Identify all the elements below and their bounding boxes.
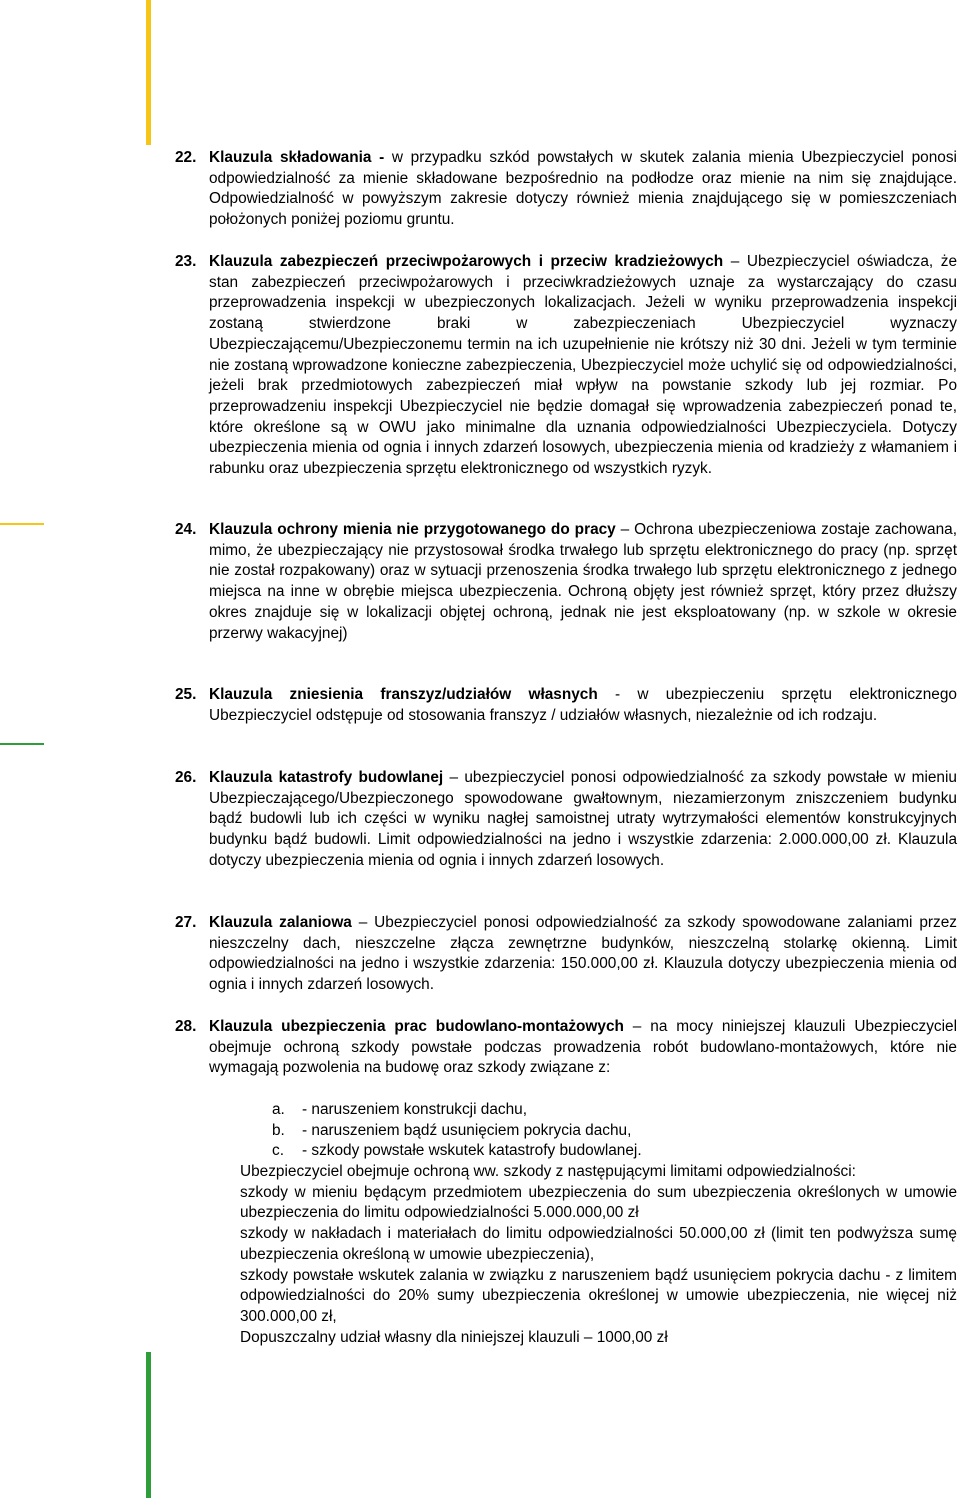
clause-text: – na mocy niniejszej klauzuli Ubezpieczyciel obejmuje ochroną szkody powstałe podczas prowadzenia robót budowlano-montażowych, które nie wymagają pozwolenia na budowę oraz szkody związane z: xyxy=(209,1018,957,1077)
limit-line: szkody powstałe wskutek zalania w związku z naruszeniem bądź usunięciem pokrycia dachu - z limitem odpowiedzialności do 20% sumy ubezpieczenia określonej w umowie ubezpieczenia, nie więcej niż 300.000,00 zł, xyxy=(240,1266,957,1325)
clause-25 xyxy=(175,685,957,726)
yellow-margin-line xyxy=(0,523,44,525)
clause-title: Klauzula składowania - xyxy=(209,149,385,166)
list-item xyxy=(272,1141,952,1162)
clause-text: – ubezpieczyciel ponosi odpowiedzialność za szkody powstałe w mieniu Ubezpieczającego/Ubezpieczonego spowodowane gwałtownym, niezamierzonym zniszczeniem budynku bądź budowli lub ich części w wyniku nagłej samoistnej utraty wytrzymałości elementów konstrukcyjnych budynku bądź budowli. Limit odpowiedzialności na jedno i wszystkie zdarzenia: 2.000.000,00 zł. Klauzula dotyczy ubezpieczenia mienia od ognia i innych zdarzeń losowych. xyxy=(209,769,957,869)
green-margin-line xyxy=(0,743,44,745)
clause-text: w przypadku szkód powstałych w skutek zalania mienia Ubezpieczyciel ponosi odpowiedzialność za mienie składowane bezpośrednio na podłodze oraz mienie na nim się znajdujące. Odpowiedzialność w powyższym zakresie dotyczy również mienia znajdującego się w pomieszczeniach położonych poniżej poziomu gruntu. xyxy=(209,149,957,229)
clause-title: Klauzula katastrofy budowlanej xyxy=(209,769,444,786)
clause-text: – Ubezpieczyciel oświadcza, że stan zabezpieczeń przeciwpożarowych i przeciwkradzieżowych uznaje za wystarczający do czasu przeprowadzenia inspekcji w ubezpieczonych lokalizacjach. Jeżeli w wyniku przeprowadzenia inspekcji zostaną stwierdzone braki w zabezpieczeniach Ubezpieczyciel wyznaczy Ubezpieczającemu/Ubezpieczonemu termin na ich uzupełnienie nie krótszy niż 30 dni. Jeżeli w tym terminie nie zostaną wprowadzone konieczne zabezpieczenia, Ubezpieczyciel może uchylić się od odpowiedzialności, jeżeli brak przedmiotowych zabezpieczeń miał wpływ na powstanie szkody lub jej rozmiar. Po przeprowadzeniu inspekcji Ubezpieczyciel nie będzie domagał się wprowadzenia zabezpieczeń ponad te, które określone są w OWU jako minimalne dla uznania odpowiedzialności Ubezpieczyciela. Dotyczy ubezpieczenia mienia od ognia i innych zdarzeń losowych, ubezpieczenia mienia od kradzieży z włamaniem i rabunku oraz ubezpieczenia sprzętu elektronicznego od wszystkich ryzyk. xyxy=(209,253,958,478)
list-text: - naruszeniem konstrukcji dachu, xyxy=(302,1101,527,1118)
limits-intro: Ubezpieczyciel obejmuje ochroną ww. szkody z następującymi limitami odpowiedzialności: xyxy=(240,1163,856,1180)
list-text: - naruszeniem bądź usunięciem pokrycia dachu, xyxy=(302,1121,632,1139)
clause-number: 28. xyxy=(175,1018,197,1035)
limits-section xyxy=(240,1162,957,1348)
list-item xyxy=(272,1121,952,1142)
clause-28 xyxy=(175,1017,957,1079)
clause-number: 24. xyxy=(175,521,197,538)
clause-24 xyxy=(175,520,957,644)
clause-title: Klauzula zalaniowa xyxy=(209,914,352,931)
clause-23 xyxy=(175,252,957,480)
list-marker: c. xyxy=(272,1142,284,1160)
list-marker: a. xyxy=(272,1101,285,1118)
yellow-accent-bar xyxy=(146,0,151,145)
list-marker: b. xyxy=(272,1121,285,1139)
clause-text: – Ochrona ubezpieczeniowa zostaje zachowana, mimo, że ubezpieczający nie przystosował środka trwałego lub sprzętu elektronicznego do pracy (np. sprzęt nie został rozpakowany) oraz w sytuacji przenoszenia środka trwałego lub sprzętu elektronicznego z jednego miejsca na inne w obrębie miejsca ubezpieczenia. Ochroną objęty jest również sprzęt, który przez dłuższy okres znajduje się w lokalizacji objętej ochroną, jednak nie jest eksploatowany (np. w szkole w okresie przerwy wakacyjnej) xyxy=(209,521,957,642)
clause-number: 25. xyxy=(175,686,197,703)
limit-line: szkody w mieniu będącym przedmiotem ubezpieczenia do sum ubezpieczenia określonych w umowie ubezpieczenia do limitu odpowiedzialności 5.000.000,00 zł xyxy=(240,1183,957,1222)
clause-number: 27. xyxy=(175,914,197,931)
clause-title: Klauzula zniesienia franszyz/udziałów własnych xyxy=(209,686,598,703)
clause-title: Klauzula ubezpieczenia prac budowlano-montażowych xyxy=(209,1018,624,1035)
scope-list xyxy=(272,1100,952,1162)
list-item xyxy=(272,1100,952,1121)
clause-27 xyxy=(175,913,957,996)
limit-line: szkody w nakładach i materiałach do limitu odpowiedzialności 50.000,00 zł (limit ten podwyższa sumę ubezpieczenia określoną w umowie ubezpieczenia), xyxy=(240,1225,957,1263)
list-text: - szkody powstałe wskutek katastrofy budowlanej. xyxy=(302,1142,642,1160)
clause-number: 23. xyxy=(175,253,197,270)
clause-title: Klauzula ochrony mienia nie przygotowanego do pracy xyxy=(209,521,616,538)
clause-number: 26. xyxy=(175,769,197,786)
clause-title: Klauzula zabezpieczeń przeciwpożarowych i przeciw kradzieżowych xyxy=(209,253,724,270)
green-accent-bar xyxy=(146,1352,151,1498)
clause-22 xyxy=(175,148,957,231)
clause-number: 22. xyxy=(175,149,197,166)
clause-26 xyxy=(175,768,957,872)
clause-text: – Ubezpieczyciel ponosi odpowiedzialność za szkody spowodowane zalaniami przez nieszczelny dach, nieszczelne złącza zewnętrzne budynków, nieszczelną stolarkę okienną. Limit odpowiedzialności na jedno i wszystkie zdarzenia: 150.000,00 zł. Klauzula dotyczy ubezpieczenia mienia od ognia i innych zdarzeń losowych. xyxy=(209,914,957,994)
deductible-line: Dopuszczalny udział własny dla niniejszej klauzuli – 1000,00 zł xyxy=(240,1328,668,1346)
clause-text: - w ubezpieczeniu sprzętu elektronicznego Ubezpieczyciel odstępuje od stosowania franszyz / udziałów własnych, niezależnie od ich rodzaju. xyxy=(209,686,957,724)
